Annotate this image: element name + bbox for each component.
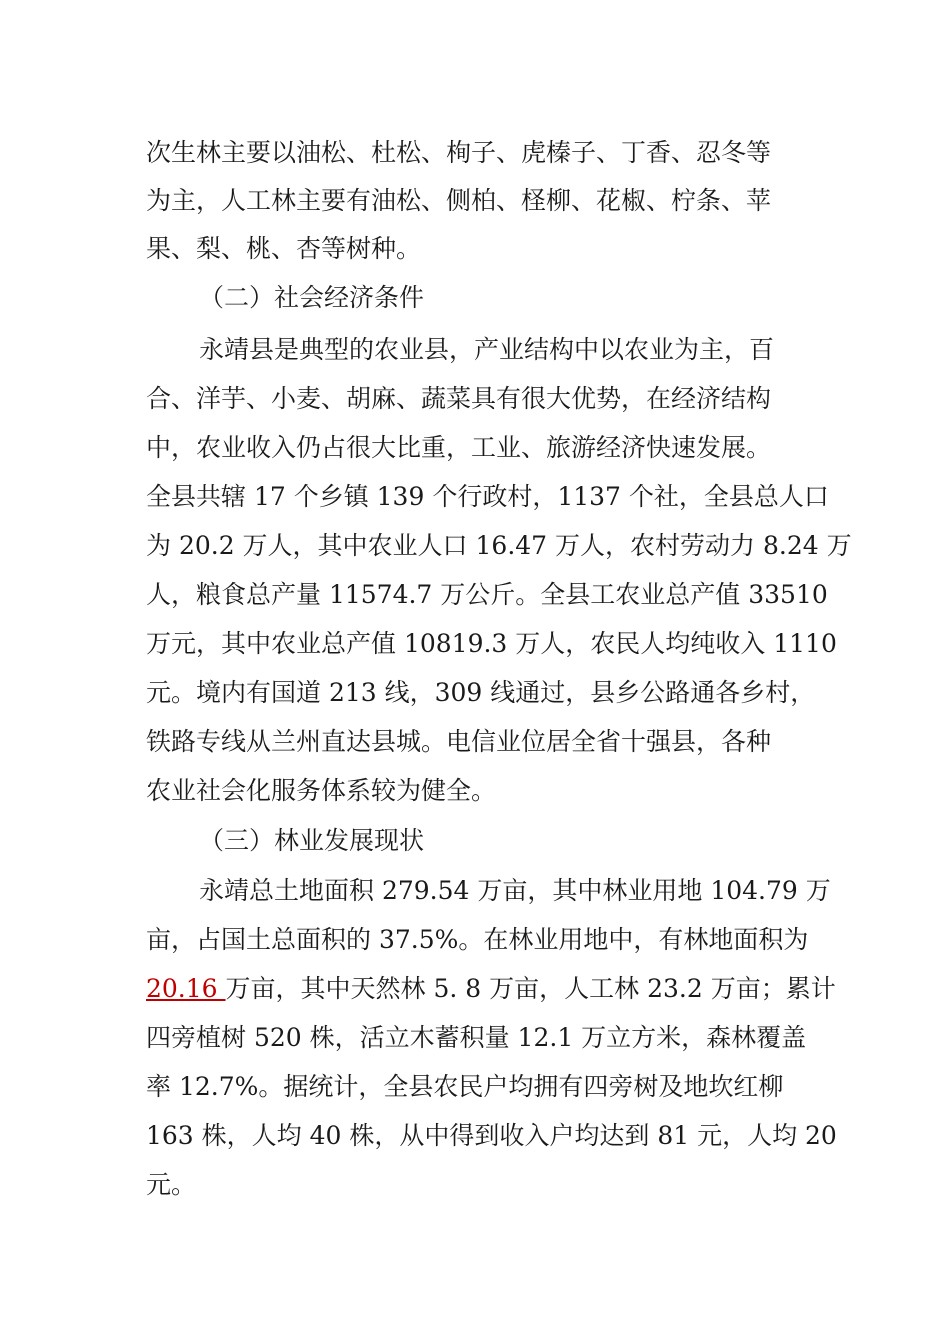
section-heading-social-economic: （二）社会经济条件 xyxy=(199,283,425,312)
paragraph-2-line-2: 合、洋芋、小麦、胡麻、蔬菜具有很大优势，在经济结构 xyxy=(146,384,772,413)
paragraph-2-line-7: 万元，其中农业总产值 10819.3 万人，农民人均纯收入 1110 xyxy=(146,629,837,658)
paragraph-3-line-2: 亩，占国土总面积的 37.5%。在林业用地中，有林地面积为 xyxy=(146,925,809,954)
paragraph-3-line-7: 元。 xyxy=(146,1170,197,1199)
paragraph-2-line-6: 人，粮食总产量 11574.7 万公斤。全县工农业总产值 33510 xyxy=(146,580,828,609)
paragraph-2-line-4: 全县共辖 17 个乡镇 139 个行政村，1137 个社，全县总人口 xyxy=(146,482,829,511)
paragraph-3-line-5: 率 12.7%。据统计，全县农民户均拥有四旁树及地坎红柳 xyxy=(146,1072,784,1101)
paragraph-3-line-4: 四旁植树 520 株，活立木蓄积量 12.1 万立方米，森林覆盖 xyxy=(146,1023,807,1052)
paragraph-2-line-9: 铁路专线从兰州直达县城。电信业位居全省十强县，各种 xyxy=(146,727,772,756)
paragraph-3-line-3-text: 万亩，其中天然林 5. 8 万亩，人工林 23.2 万亩；累计 xyxy=(225,974,836,1003)
paragraph-1-line-3: 果、梨、桃、杏等树种。 xyxy=(146,234,422,263)
section-heading-forestry-status: （三）林业发展现状 xyxy=(199,826,425,855)
paragraph-1-line-2: 为主，人工林主要有油松、侧柏、柽柳、花椒、柠条、苹 xyxy=(146,186,772,215)
paragraph-1-line-1: 次生林主要以油松、杜松、栒子、虎榛子、丁香、忍冬等 xyxy=(146,138,772,167)
paragraph-2-line-10: 农业社会化服务体系较为健全。 xyxy=(146,776,497,805)
paragraph-3-line-3 xyxy=(146,972,836,1006)
paragraph-3-line-6: 163 株，人均 40 株，从中得到收入户均达到 81 元，人均 20 xyxy=(146,1121,837,1150)
paragraph-2-line-8: 元。境内有国道 213 线，309 线通过，县乡公路通各乡村， xyxy=(146,678,816,707)
paragraph-2-line-3: 中，农业收入仍占很大比重，工业、旅游经济快速发展。 xyxy=(146,433,772,462)
forest-area-link[interactable]: 20.16 xyxy=(146,974,226,1003)
paragraph-2-line-1: 永靖县是典型的农业县，产业结构中以农业为主，百 xyxy=(199,335,775,364)
paragraph-2-line-5: 为 20.2 万人，其中农业人口 16.47 万人，农村劳动力 8.24 万 xyxy=(146,531,852,560)
paragraph-3-line-1: 永靖总土地面积 279.54 万亩，其中林业用地 104.79 万 xyxy=(199,876,831,905)
